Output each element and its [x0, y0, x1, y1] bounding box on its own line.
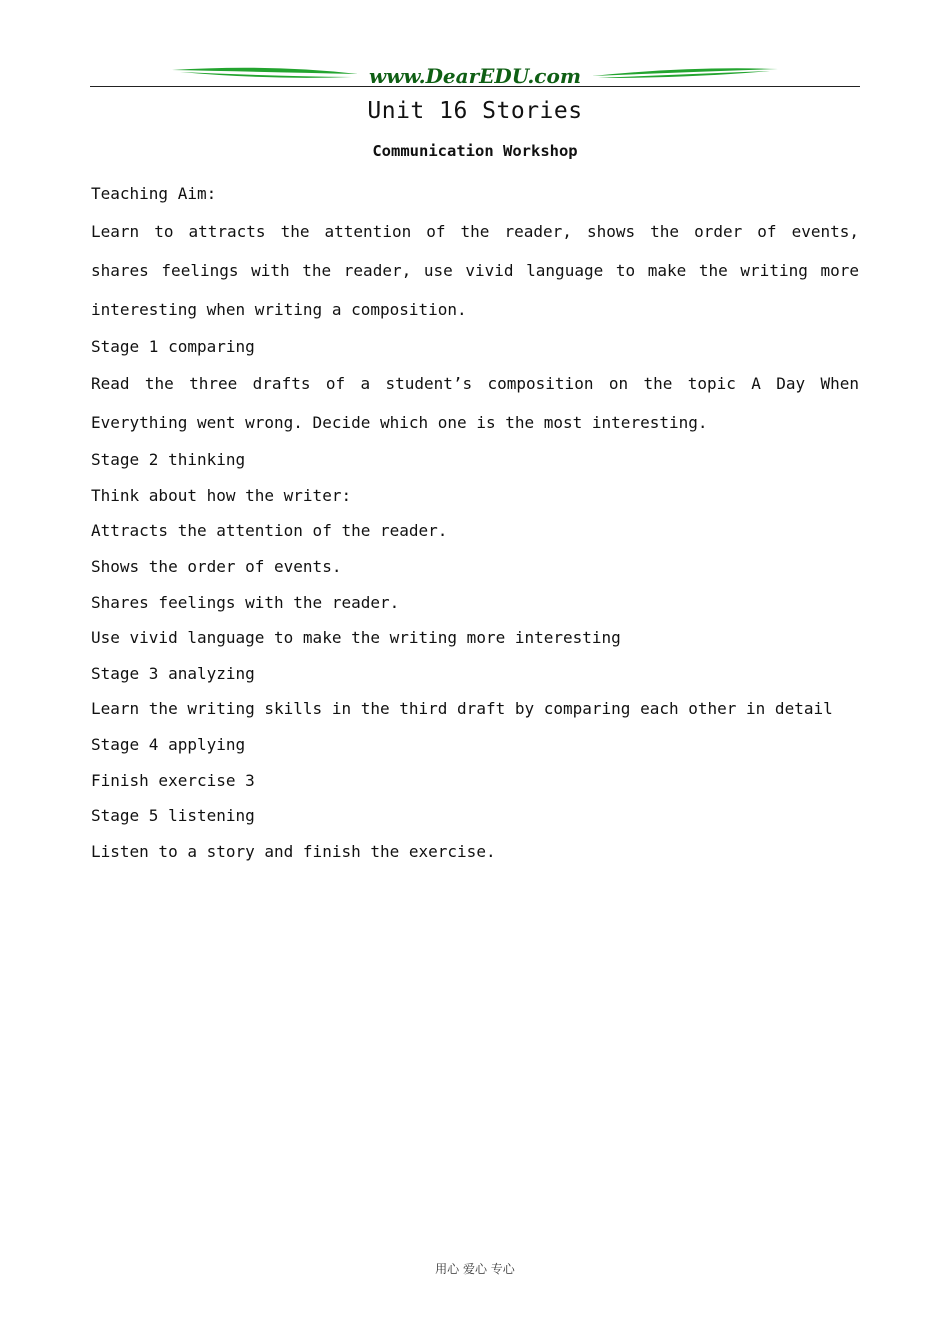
page-footer: 用心 爱心 专心 [435, 1262, 515, 1276]
stage5-text: Listen to a story and finish the exercise. [91, 841, 496, 861]
stage4-heading: Stage 4 applying [91, 734, 246, 754]
stage2-intro: Think about how the writer: [91, 485, 352, 505]
logo-text: www.DearEDU.com [368, 64, 582, 88]
stage2-point: Use vivid language to make the writing more interesting [91, 628, 621, 648]
stage1-text: Read the three drafts of a student’s composition on the topic A Day When Everything went wrong. Decide which one is the most interesting. [91, 374, 859, 433]
teaching-aim-heading: Teaching Aim: [91, 184, 217, 203]
page-title: Unit 16 Stories [367, 98, 583, 124]
stage2-point: Shows the order of events. [91, 556, 342, 576]
header-rule [90, 86, 860, 87]
stage2-point: Shares feelings with the reader. [91, 592, 400, 612]
stage2-point: Attracts the attention of the reader. [91, 521, 448, 541]
document-body [91, 176, 859, 869]
page-subtitle: Communication Workshop [372, 142, 578, 160]
stage2-heading: Stage 2 thinking [91, 450, 246, 470]
stage3-text: Learn the writing skills in the third draft by comparing each other in detail [91, 699, 833, 719]
stage4-text: Finish exercise 3 [91, 770, 255, 790]
stage3-heading: Stage 3 analyzing [91, 663, 255, 683]
stage5-heading: Stage 5 listening [91, 806, 255, 826]
stage1-heading: Stage 1 comparing [91, 336, 255, 356]
teaching-aim-text: Learn to attracts the attention of the reader, shows the order of events, shares feelings with the reader, use vivid language to make the writing more interesting when writing a composition. [91, 221, 859, 319]
